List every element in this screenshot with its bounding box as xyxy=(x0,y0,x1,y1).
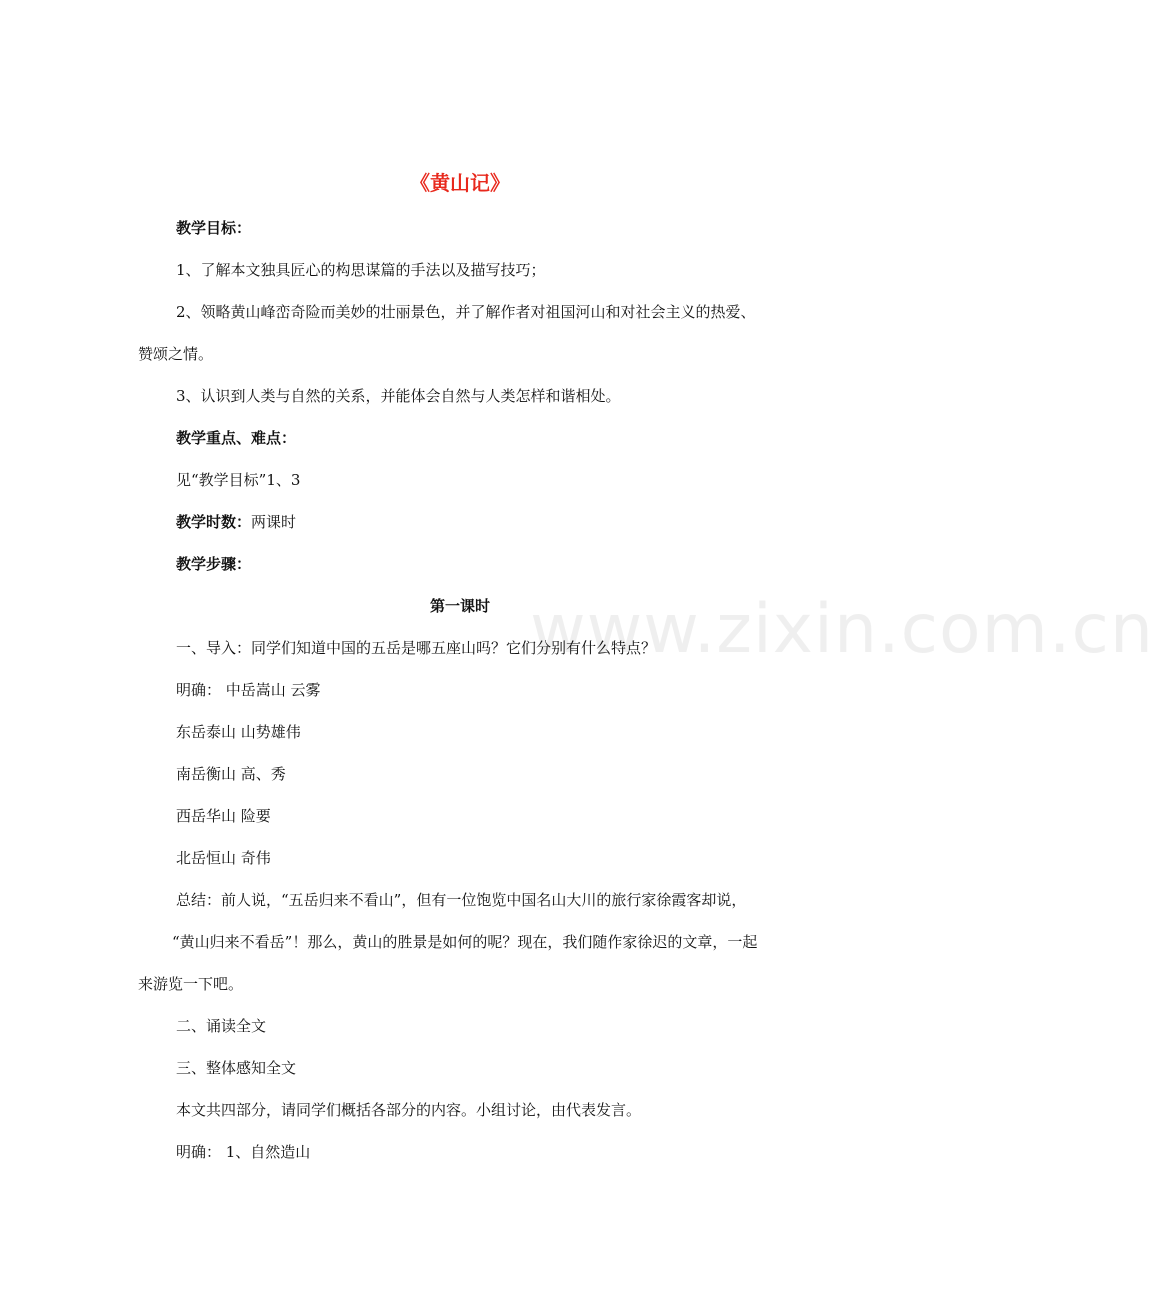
objective-2-line-2: 赞颂之情。 xyxy=(138,345,214,363)
objective-2-line-1: 2、领略黄山峰峦奇险而美妙的壮丽景色，并了解作者对祖国河山和对社会主义的热爱、 xyxy=(176,303,756,321)
summary-line-2: “黄山归来不看岳”！那么，黄山的胜景是如何的呢？现在，我们随作家徐迟的文章，一起 xyxy=(172,933,758,951)
key-points-text: 见“教学目标”1、3 xyxy=(176,471,301,489)
section-3: 三、整体感知全文 xyxy=(176,1059,297,1077)
key-points-heading: 教学重点、难点： xyxy=(176,429,297,447)
intro-answer: 明确： 中岳嵩山 云雾 xyxy=(176,681,321,699)
document-title: 《黄山记》 xyxy=(410,171,510,195)
summary-line-1: 总结：前人说，“五岳归来不看山”，但有一位饱览中国名山大川的旅行家徐霞客却说， xyxy=(176,891,747,909)
section-3-text: 本文共四部分，请同学们概括各部分的内容。小组讨论，由代表发言。 xyxy=(176,1101,642,1119)
teaching-hours-label: 教学时数： xyxy=(176,513,252,531)
section-2: 二、诵读全文 xyxy=(176,1017,267,1035)
objective-3: 3、认识到人类与自然的关系，并能体会自然与人类怎样和谐相处。 xyxy=(176,387,621,405)
watermark: www.zixin.com.cn xyxy=(530,590,1154,669)
mountain-item: 南岳衡山 高、秀 xyxy=(176,765,286,783)
section-3-answer: 明确： 1、自然造山 xyxy=(176,1143,311,1161)
lesson-title: 第一课时 xyxy=(429,597,490,615)
mountain-item: 西岳华山 险要 xyxy=(176,807,271,825)
objective-1: 1、了解本文独具匠心的构思谋篇的手法以及描写技巧； xyxy=(176,261,546,279)
intro-question: 一、导入：同学们知道中国的五岳是哪五座山吗？它们分别有什么特点？ xyxy=(176,639,657,657)
teaching-hours-value: 两课时 xyxy=(251,513,297,531)
teaching-hours xyxy=(176,512,296,532)
objectives-heading: 教学目标： xyxy=(176,219,252,237)
summary-line-3: 来游览一下吧。 xyxy=(138,975,244,993)
mountain-item: 北岳恒山 奇伟 xyxy=(176,849,271,867)
steps-heading: 教学步骤： xyxy=(176,555,252,573)
mountain-item: 东岳泰山 山势雄伟 xyxy=(176,723,301,741)
